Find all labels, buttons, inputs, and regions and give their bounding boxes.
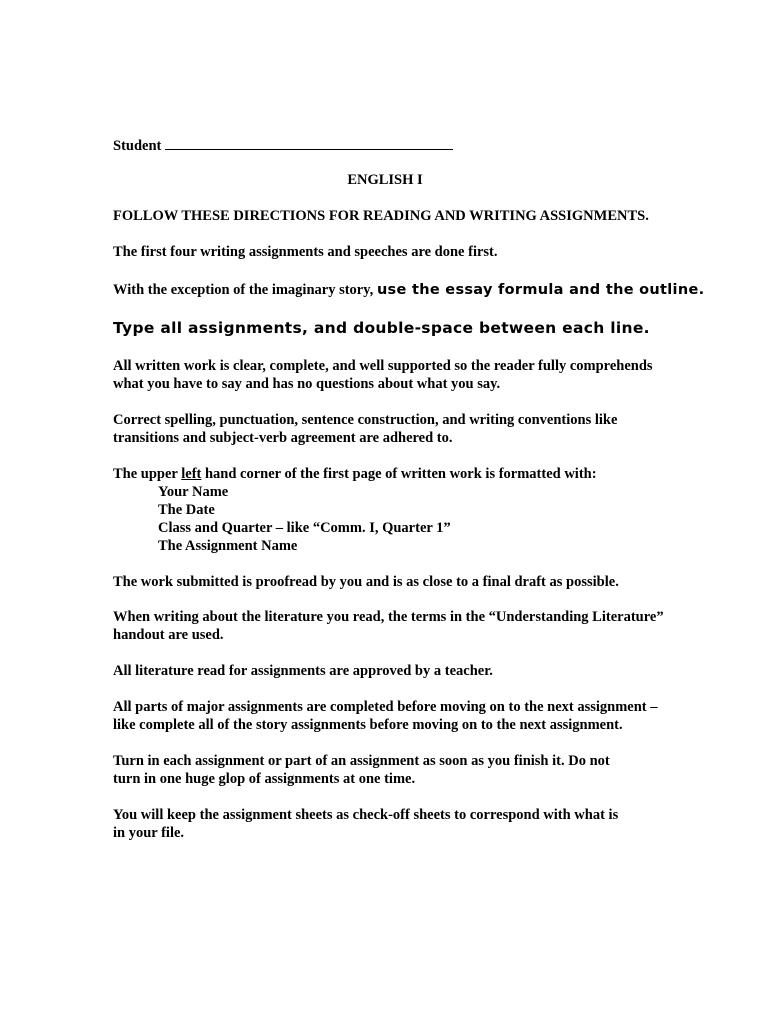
turn-in-line-2: turn in one huge glop of assignments at one time. xyxy=(113,771,416,787)
exception-emphasis: use the essay formula and the outline xyxy=(376,282,699,298)
type-suffix: . xyxy=(643,319,650,337)
keep-sheets-line-2: in your file. xyxy=(113,825,185,841)
major-parts-line-2: like complete all of the story assignments before moving on to the next assignment. xyxy=(113,717,623,733)
proofread-text: The work submitted is proofread by you and is as close to a final draft as possible. xyxy=(113,574,619,590)
type-instruction xyxy=(113,319,650,337)
turn-in-line-1: Turn in each assignment or part of an assignment as soon as you finish it. Do not xyxy=(113,753,610,769)
format-item: Your Name xyxy=(158,484,229,500)
student-name-blank xyxy=(165,136,453,150)
keep-sheets-line-1: You will keep the assignment sheets as check-off sheets to correspond with what is xyxy=(113,807,619,823)
format-prefix: The upper xyxy=(113,466,178,482)
exception-prefix: With the exception of the imaginary story, xyxy=(113,282,374,298)
written-work-line-1: All written work is clear, complete, and well supported so the reader fully comprehends xyxy=(113,358,653,374)
directions-heading: FOLLOW THESE DIRECTIONS FOR READING AND WRITING ASSIGNMENTS. xyxy=(113,208,649,224)
conventions-line-2: transitions and subject-verb agreement are adhered to. xyxy=(113,430,453,446)
written-work-line-2: what you have to say and has no questions about what you say. xyxy=(113,376,501,392)
approved-text: All literature read for assignments are approved by a teacher. xyxy=(113,663,493,679)
exception-text xyxy=(113,281,704,299)
major-parts-line-1: All parts of major assignments are completed before moving on to the next assignment – xyxy=(113,699,658,715)
document-title: ENGLISH I xyxy=(347,172,423,188)
format-intro xyxy=(113,465,597,483)
type-emphasis: Type all assignments, and double-space between each line xyxy=(113,319,644,337)
literature-terms-line-2: handout are used. xyxy=(113,627,224,643)
format-item: The Date xyxy=(158,502,215,518)
first-assignments-text: The first four writing assignments and speeches are done first. xyxy=(113,244,498,260)
format-suffix: hand corner of the first page of written work is formatted with: xyxy=(204,466,597,482)
format-item: The Assignment Name xyxy=(158,538,298,554)
format-underlined: left xyxy=(181,466,202,482)
literature-terms-line-1: When writing about the literature you read, the terms in the “Understanding Literature” xyxy=(113,609,664,625)
format-item: Class and Quarter – like “Comm. I, Quarter 1” xyxy=(158,520,451,536)
student-label: Student xyxy=(113,138,162,154)
exception-suffix: . xyxy=(698,282,705,298)
student-line xyxy=(113,136,453,155)
conventions-line-1: Correct spelling, punctuation, sentence construction, and writing conventions like xyxy=(113,412,618,428)
